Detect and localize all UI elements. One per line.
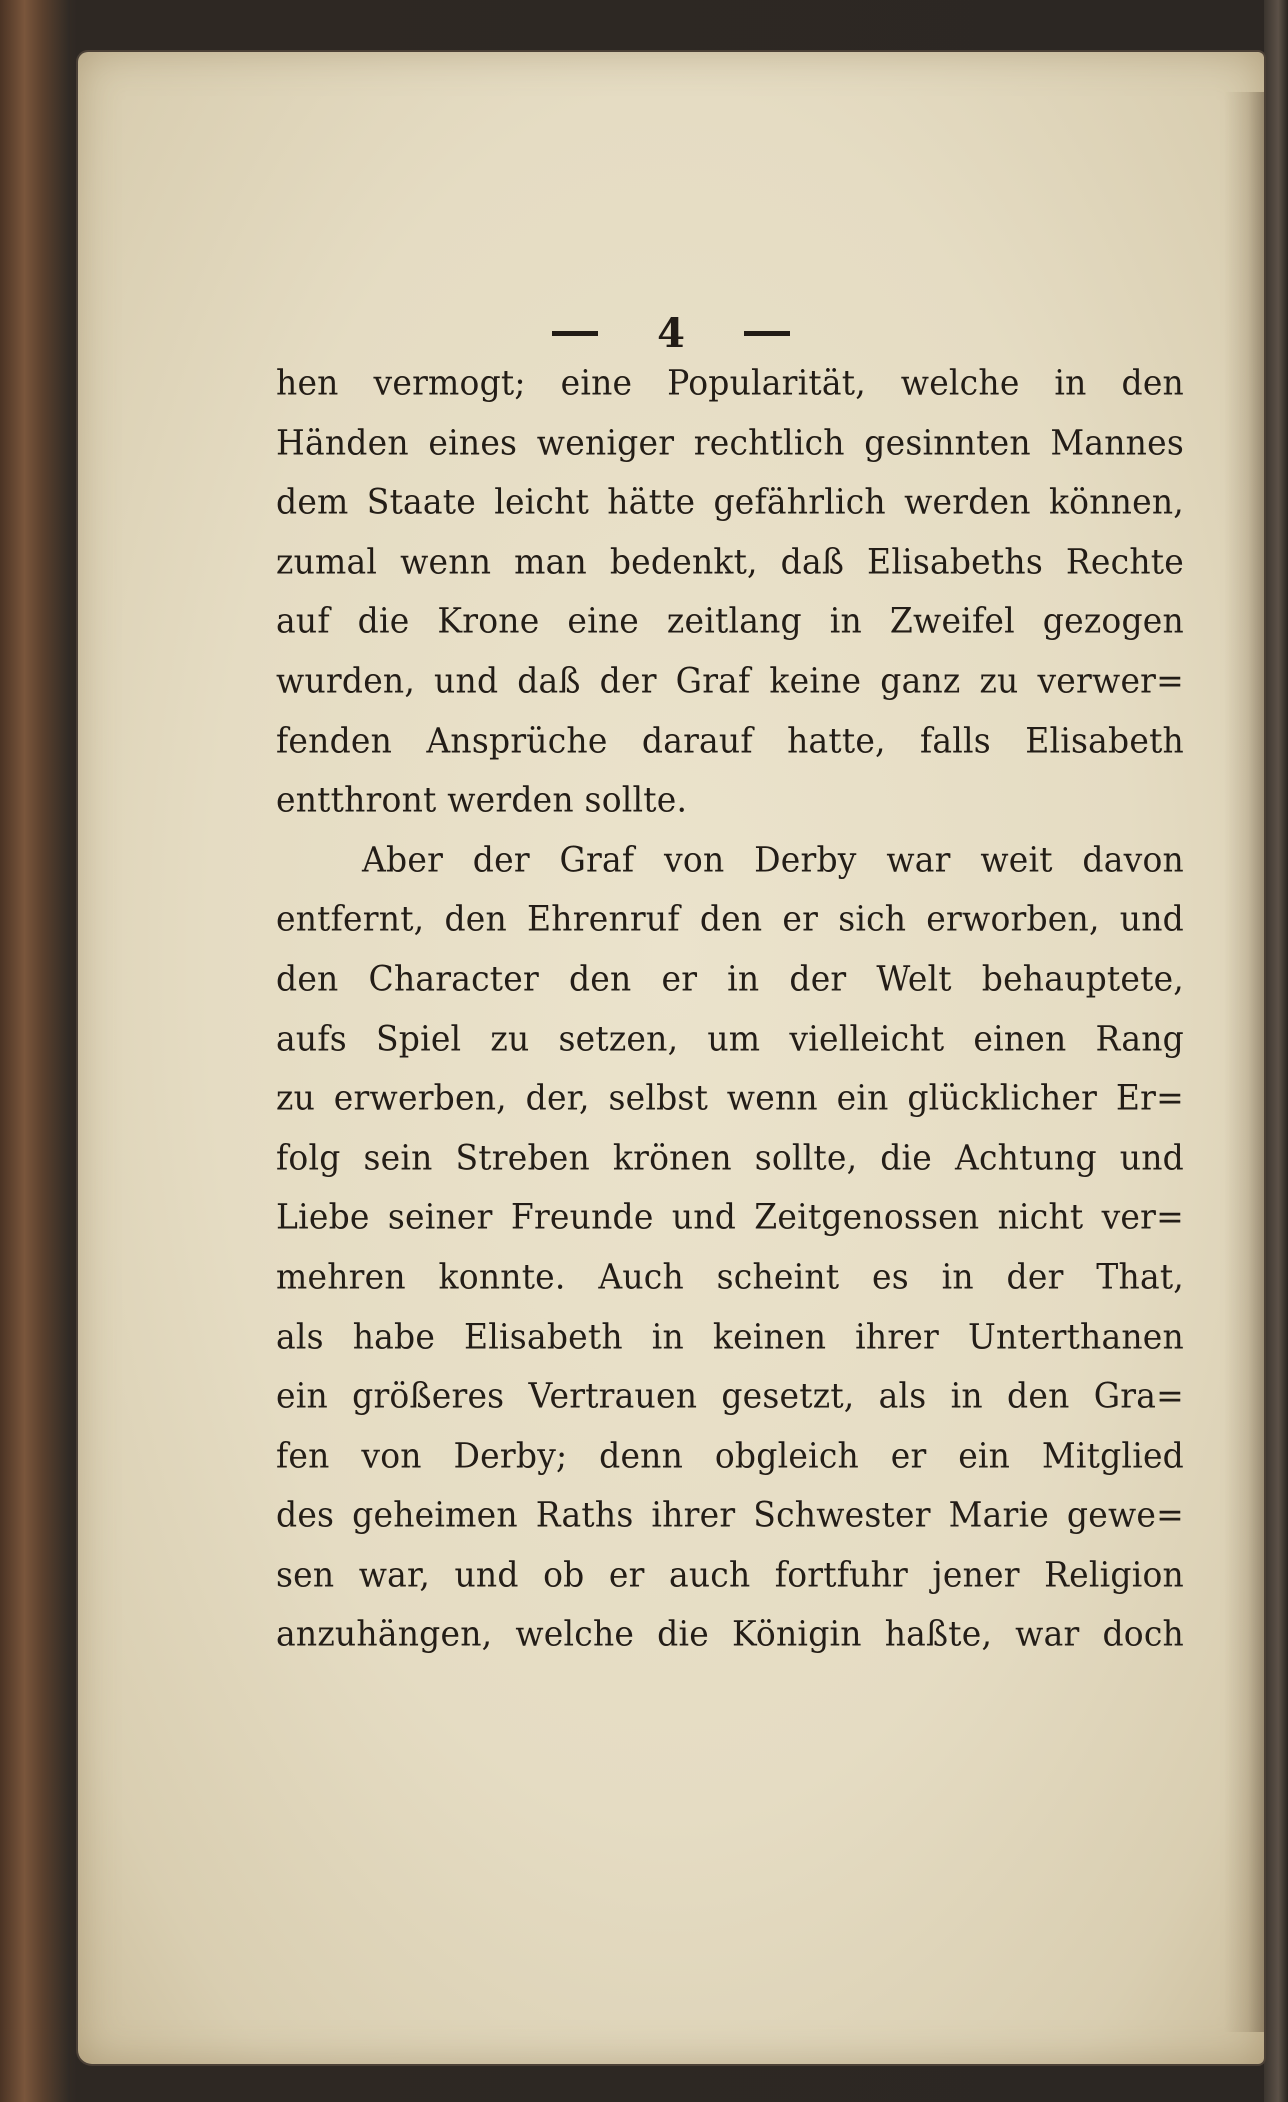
text-line-6: wurden, und daß der Graf keine ganz zu verwer= <box>276 659 1184 702</box>
text-line-4: zumal wenn man bedenkt, daß Elisabeths Rechte <box>276 540 1184 582</box>
book-binding-left <box>0 0 70 2102</box>
text-line-7: fenden Ansprüche darauf hatte, falls Elisabeth <box>276 719 1184 761</box>
text-line-5: auf die Krone eine zeitlang in Zweifel gezogen <box>276 600 1184 642</box>
header-dash-left <box>552 331 598 336</box>
text-line-3: dem Staate leicht hätte gefährlich werden können, <box>276 480 1184 523</box>
text-line-19: fen von Derby; denn obgleich er ein Mitglied <box>276 1434 1184 1476</box>
page-number: 4 <box>657 310 685 357</box>
header-dash-right <box>744 331 790 336</box>
book-binding-right <box>1264 0 1288 2102</box>
text-line-10: entfernt, den Ehrenruf den er sich erworben, und <box>276 898 1184 940</box>
text-line-17: als habe Elisabeth in keinen ihrer Unterthanen <box>276 1315 1184 1357</box>
text-line-18: ein größeres Vertrauen gesetzt, als in den Gra= <box>276 1374 1184 1417</box>
text-line-14: folg sein Streben krönen sollte, die Achtung und <box>276 1136 1184 1178</box>
text-line-12: aufs Spiel zu setzen, um vielleicht einen Rang <box>276 1017 1184 1059</box>
text-line-16: mehren konnte. Auch scheint es in der That, <box>276 1255 1184 1298</box>
page-header <box>78 310 1264 357</box>
text-line-13: zu erwerben, der, selbst wenn ein glücklicher Er= <box>276 1076 1184 1119</box>
text-line-2: Händen eines weniger rechtlich gesinnten Mannes <box>276 421 1184 463</box>
text-line-8: entthront werden sollte. <box>276 778 688 821</box>
body-text <box>276 353 1184 1664</box>
text-line-15: Liebe seiner Freunde und Zeitgenossen nicht ver= <box>276 1196 1184 1238</box>
page-edge-shadow <box>1224 92 1264 2032</box>
text-line-11: den Character den er in der Welt behauptete, <box>276 957 1184 1000</box>
text-line-9: Aber der Graf von Derby war weit davon <box>362 838 1184 880</box>
text-line-1: hen vermogt; eine Popularität, welche in den <box>276 361 1184 404</box>
text-line-22: anzuhängen, welche die Königin haßte, war doch <box>276 1613 1184 1655</box>
text-line-20: des geheimen Raths ihrer Schwester Marie gewe= <box>276 1494 1184 1536</box>
text-line-21: sen war, und ob er auch fortfuhr jener Religion <box>276 1553 1184 1596</box>
